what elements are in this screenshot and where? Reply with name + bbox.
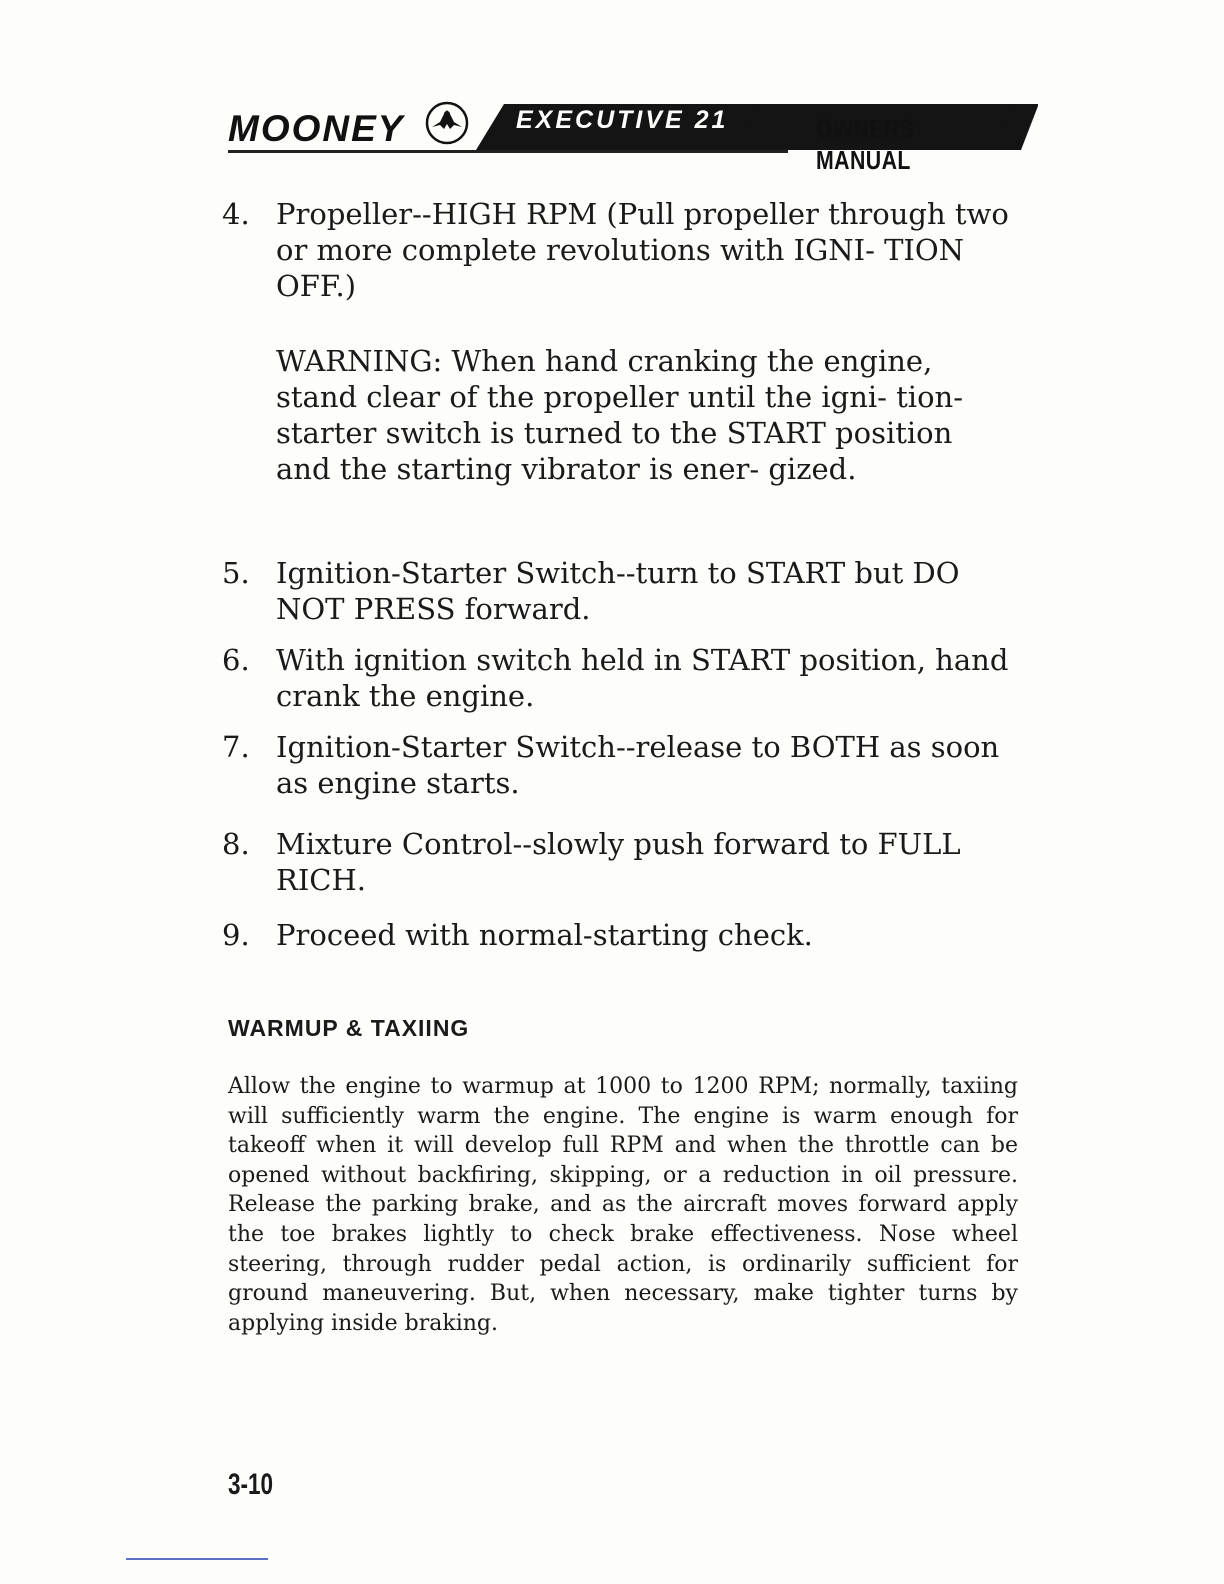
section-body: Allow the engine to warmup at 1000 to 1200 RPM; normally, taxiing will sufficiently warm the engine. The engine is warm enough for takeoff when it will develop full RPM and when the throttle can be opened without backfiring, skipping, or a reduction in oil pressure. Release the parking brake, and as the aircraft moves forward apply the toe brakes lightly to check brake effectiveness. Nose wheel steering, through rudder pedal action, is ordinarily sufficient for ground maneuvering. But, when necessary, make tighter turns by applying inside braking.	[228, 1074, 1018, 1336]
page-header	[228, 100, 1020, 175]
step-number: 7.	[222, 730, 250, 764]
footer-rule	[126, 1558, 268, 1560]
step-text: Mixture Control--slowly push forward to FULL RICH.	[276, 827, 961, 897]
step-number: 6.	[222, 643, 250, 677]
section-heading: WARMUP & TAXIING	[228, 1015, 470, 1041]
header-rule	[228, 150, 788, 153]
step-number: 4.	[222, 197, 250, 231]
brand-name: MOONEY	[228, 108, 405, 149]
page-number: 3-10	[228, 1468, 274, 1501]
warning-note: WARNING: When hand cranking the engine, stand clear of the propeller until the igni- tion-starter switch is turned to the START position and the starting vibrator is ener- gized.	[276, 344, 964, 486]
model-name: EXECUTIVE 21	[516, 106, 729, 134]
step-text: Propeller--HIGH RPM (Pull propeller through two or more complete revolutions with IGNI- TION OFF.)	[276, 197, 1009, 303]
step-number: 5.	[222, 556, 250, 590]
step-number: 8.	[222, 827, 250, 861]
step-text: Proceed with normal-starting check.	[276, 918, 813, 952]
step-text: Ignition-Starter Switch--turn to START but DO NOT PRESS forward.	[276, 556, 960, 626]
step-text: With ignition switch held in START position, hand crank the engine.	[276, 643, 1009, 713]
mooney-logo-icon	[424, 100, 470, 146]
manual-title: OWNERS MANUAL	[816, 114, 915, 175]
step-number: 9.	[222, 918, 250, 952]
step-text: Ignition-Starter Switch--release to BOTH as soon as engine starts.	[276, 730, 1000, 800]
